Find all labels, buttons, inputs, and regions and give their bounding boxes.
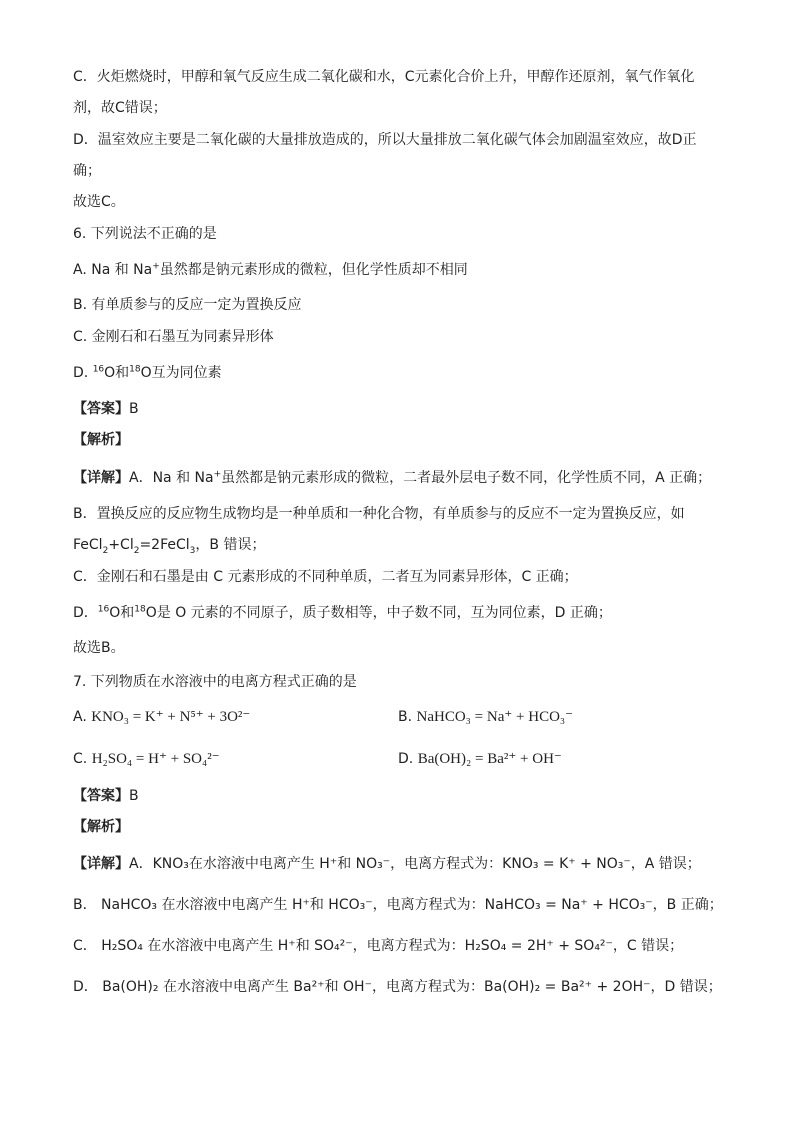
q6-option-d-prefix: D. bbox=[73, 365, 93, 381]
q7-option-b bbox=[398, 708, 573, 726]
q7-analysis-label: 【解析】 bbox=[73, 819, 129, 835]
q6-detail-b-part-a: FeCl bbox=[73, 537, 103, 553]
q6-option-a-sup: + bbox=[152, 261, 160, 272]
q7-option-b-label: B. bbox=[398, 709, 413, 725]
q6-detail-a-sup: + bbox=[213, 469, 222, 480]
q6-option-d bbox=[73, 364, 222, 382]
q6-option-a-rest: 虽然都是钠元素形成的微粒，但化学性质却不相同 bbox=[159, 262, 468, 278]
q6-detail-d-mid: O和 bbox=[109, 605, 135, 621]
q7-detail-d: D． Ba(OH)₂ 在水溶液中电离产生 Ba²⁺和 OH⁻，电离方程式为：Ba(OH)₂ = Ba²⁺ + 2OH⁻，D 错误； bbox=[73, 979, 722, 995]
q6-detail-c: C．金刚石和石墨是由 C 元素形成的不同种单质，二者互为同素异形体，C 正确； bbox=[73, 569, 578, 585]
q6-detail-b-part-c: =2FeCl bbox=[139, 537, 190, 553]
q5-conclusion: 故选C。 bbox=[73, 194, 125, 210]
q7-option-a bbox=[73, 708, 250, 726]
q7-detail-a-text: A．KNO₃在水溶液中电离产生 H⁺和 NO₃⁻，电离方程式为：KNO₃ = K⁺ + NO₃⁻，A 错误； bbox=[129, 856, 701, 872]
q6-answer-label: 【答案】 bbox=[73, 401, 129, 417]
q6-option-b: B. 有单质参与的反应一定为置换反应 bbox=[73, 297, 302, 313]
q6-option-a-prefix: A. Na 和 Na bbox=[73, 262, 153, 278]
q6-answer bbox=[73, 400, 139, 418]
q6-detail-b-sub3: 3 bbox=[189, 545, 196, 556]
q6-detail-b-line1: B．置换反应的反应物生成物均是一种单质和一种化合物，有单质参与的反应不一定为置换反应，如 bbox=[73, 506, 685, 522]
q6-analysis-label: 【解析】 bbox=[73, 432, 129, 448]
q6-option-d-rest: O互为同位素 bbox=[140, 365, 222, 381]
q7-option-d bbox=[398, 750, 562, 768]
q6-detail-label: 【详解】 bbox=[73, 470, 129, 486]
q7-answer-label: 【答案】 bbox=[73, 788, 129, 804]
q7-detail-c: C． H₂SO₄ 在水溶液中电离产生 H⁺和 SO₄²⁻，电离方程式为：H₂SO₄ = 2H⁺ + SO₄²⁻，C 错误； bbox=[73, 938, 684, 954]
q6-detail-d-sup2: 18 bbox=[134, 604, 146, 615]
q6-detail-d bbox=[73, 604, 612, 622]
q6-detail-a-text1: A．Na 和 Na bbox=[129, 470, 214, 486]
q7-option-b-formula: NaHCO₃ = Na⁺ + HCO₃⁻ bbox=[416, 709, 574, 725]
q6-option-a bbox=[73, 261, 468, 279]
q6-detail-a bbox=[73, 469, 711, 487]
q6-detail-d-rest: O是 O 元素的不同原子，质子数相等，中子数不同，互为同位素，D 正确； bbox=[145, 605, 612, 621]
q7-answer-value: B bbox=[129, 788, 139, 804]
q7-detail-a bbox=[73, 855, 701, 873]
q6-conclusion: 故选B。 bbox=[73, 640, 125, 656]
q5-option-c-line1: C．火炬燃烧时，甲醇和氧气反应生成二氧化碳和水，C元素化合价上升，甲醇作还原剂，氧气作氧化 bbox=[73, 69, 695, 85]
q6-detail-b-part-d: ，B 错误； bbox=[195, 537, 266, 553]
q7-option-d-label: D. bbox=[398, 751, 414, 767]
q7-option-c-formula: H₂SO₄ = H⁺ + SO₄²⁻ bbox=[91, 751, 220, 767]
q7-option-a-formula: KNO₃ = K⁺ + N⁵⁺ + 3O²⁻ bbox=[91, 709, 251, 725]
q6-detail-d-prefix: D． bbox=[73, 605, 98, 621]
q6-detail-d-sup1: 16 bbox=[97, 604, 110, 615]
q5-option-d-line1: D．温室效应主要是二氧化碳的大量排放造成的，所以大量排放二氧化碳气体会加剧温室效应，故D正 bbox=[73, 132, 697, 148]
q6-detail-b-sub1: 2 bbox=[102, 545, 109, 556]
q7-detail-b: B． NaHCO₃ 在水溶液中电离产生 H⁺和 HCO₃⁻，电离方程式为：NaHCO₃ = Na⁺ + HCO₃⁻，B 正确； bbox=[73, 897, 723, 913]
q7-detail-label: 【详解】 bbox=[73, 856, 129, 872]
q6-detail-b-sub2: 2 bbox=[133, 545, 140, 556]
q6-stem: 6. 下列说法不正确的是 bbox=[73, 226, 217, 242]
q5-option-c-line2: 剂，故C错误； bbox=[73, 100, 167, 116]
q7-answer bbox=[73, 787, 139, 805]
q6-detail-a-text2: 虽然都是钠元素形成的微粒，二者最外层电子数不同，化学性质不同，A 正确； bbox=[221, 470, 712, 486]
q7-option-d-formula: Ba(OH)₂ = Ba²⁺ + OH⁻ bbox=[417, 751, 562, 767]
q6-detail-b-line2 bbox=[73, 536, 265, 554]
q6-answer-value: B bbox=[129, 401, 139, 417]
q7-option-c-label: C. bbox=[73, 751, 88, 767]
q7-stem: 7. 下列物质在水溶液中的电离方程式正确的是 bbox=[73, 674, 357, 690]
q6-option-d-mid: O和 bbox=[104, 365, 130, 381]
q5-option-d-line2: 确； bbox=[73, 163, 101, 179]
q6-option-c: C. 金刚石和石墨互为同素异形体 bbox=[73, 329, 274, 345]
q6-detail-b-part-b: +Cl bbox=[108, 537, 134, 553]
q7-option-a-label: A. bbox=[73, 709, 87, 725]
q6-option-d-sup1: 16 bbox=[92, 364, 105, 375]
q6-option-d-sup2: 18 bbox=[129, 364, 141, 375]
q7-option-c bbox=[73, 750, 220, 768]
